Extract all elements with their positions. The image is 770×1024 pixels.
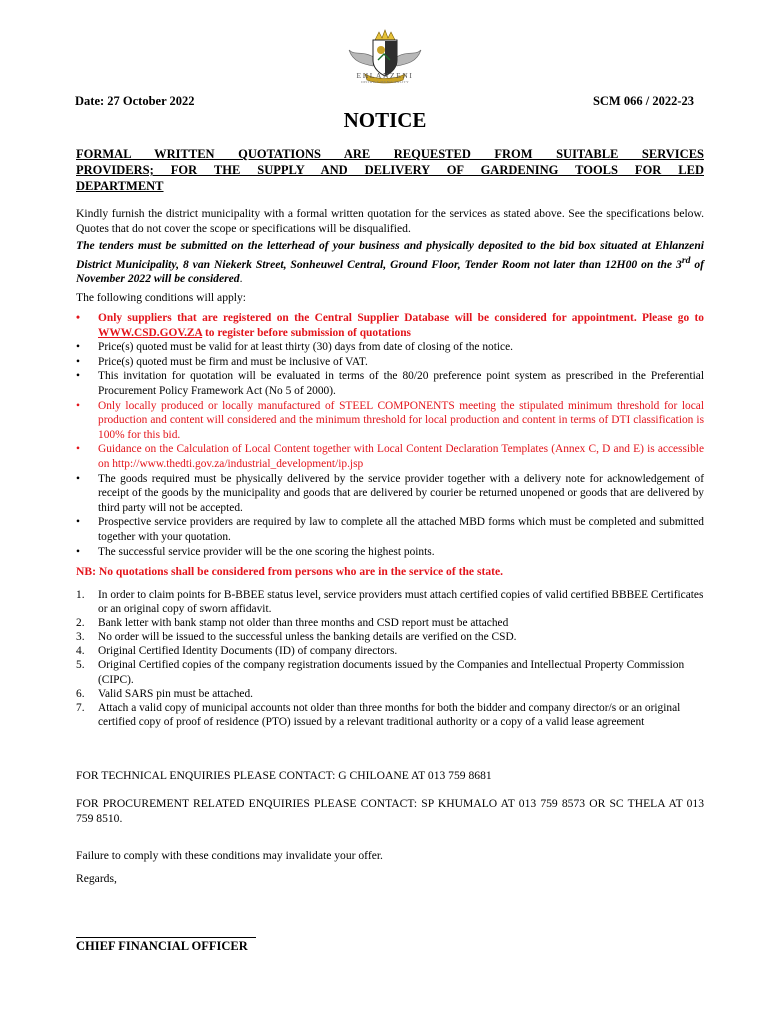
crest-org-subtitle: DISTRICT MUNICIPALITY (361, 80, 409, 84)
requirements-list (76, 588, 704, 729)
requirement-text: Bank letter with bank stamp not older than three months and CSD report must be attached (98, 617, 509, 630)
reference-number: SCM 066 / 2022-23 (592, 94, 694, 108)
procurement-contact: FOR PROCUREMENT RELATED ENQUIRIES PLEASE CONTACT: SP KHUMALO AT 013 759 8573 OR SC THELA AT 013 759 8510. (76, 797, 704, 825)
condition-text: Only locally produced or locally manufactured of STEEL COMPONENTS meeting the stipulated minimum threshold for local production and content will considered and the minimum threshold for local production and content in terms of DTI classification is 100% for this bid. (98, 399, 704, 441)
item-number: 1. (76, 589, 85, 601)
crest-org-name: EHLANZENI (356, 71, 414, 80)
list-item (76, 687, 704, 701)
signature-line (76, 937, 256, 938)
requirement-text: Attach a valid copy of municipal accounts not older than three months for both the bidder and company director/s or an original certified copy of proof of residence (PTO) issued by a relevant traditional authority or a copy of a valid lease agreement (98, 701, 681, 728)
list-item (76, 644, 704, 658)
bullet-icon: • (76, 355, 80, 368)
requirement-text: Original Certified copies of the company registration documents issued by the Companies and Intellectual Property Commission (CIPC). (98, 659, 685, 686)
nb-notice: NB: No quotations shall be considered from persons who are in the service of the state. (76, 565, 504, 578)
bullet-icon: • (76, 516, 80, 529)
list-item (76, 355, 704, 370)
list-item (76, 472, 704, 516)
list-item (76, 701, 704, 729)
requirement-text: No order will be issued to the successful unless the banking details are verified on the CSD. (98, 631, 517, 644)
regards: Regards, (76, 872, 117, 885)
requirement-text: In order to claim points for B-BBEE status level, service providers must attach certified copies of valid certified BBBEE Certificates or an original copy of sworn affidavit. (98, 589, 704, 616)
list-item (76, 340, 704, 355)
item-number: 3. (76, 631, 85, 644)
list-item (76, 616, 704, 630)
list-item (76, 545, 704, 560)
bullet-icon: • (76, 399, 80, 412)
bullet-icon: • (76, 312, 80, 324)
submission-text: The tenders must be submitted on the letterhead of your business and physically deposited to the bid box situated at Ehlanzeni District Municipality, 8 van Niekerk Street, Sonheuwel Central, Ground Floor, Tender Room not later than 12H00 on the 3 (76, 239, 704, 271)
list-item (76, 369, 704, 398)
technical-contact: FOR TECHNICAL ENQUIRIES PLEASE CONTACT: G CHILOANE AT 013 759 8681 (76, 769, 492, 782)
compliance-warning: Failure to comply with these conditions may invalidate your offer. (76, 849, 383, 862)
list-item (76, 442, 704, 471)
condition-text: Prospective service providers are required by law to complete all the attached MBD forms which must be completed and submitted together with your quotation. (98, 516, 704, 543)
submission-text-end: of November 2022 will be considered (76, 257, 704, 285)
condition-text: Price(s) quoted must be firm and must be inclusive of VAT. (98, 355, 368, 368)
conditions-list (76, 311, 704, 559)
notice-date: Date: 27 October 2022 (75, 94, 195, 108)
list-item (76, 630, 704, 644)
conditions-intro: The following conditions will apply: (76, 291, 247, 304)
bullet-icon: • (76, 443, 80, 456)
list-item (76, 515, 704, 544)
condition-text: Only suppliers that are registered on the Central Supplier Database will be considered for appointment. Please go to (98, 312, 704, 324)
page-title: NOTICE (343, 108, 427, 132)
bullet-icon: • (76, 341, 80, 354)
csd-link[interactable]: WWW.CSD.GOV.ZA (98, 326, 203, 339)
condition-text: The successful service provider will be the one scoring the highest points. (98, 545, 435, 558)
condition-text: Price(s) quoted must be valid for at least thirty (30) days from date of closing of the notice. (98, 341, 514, 354)
subject-line: DEPARTMENT (76, 179, 164, 193)
condition-text: to register before submission of quotations (202, 326, 411, 339)
subject-line: PROVIDERS; FOR THE SUPPLY AND DELIVERY OF GARDENING TOOLS FOR LED (76, 163, 704, 177)
subject-line: FORMAL WRITTEN QUOTATIONS ARE REQUESTED FROM SUITABLE SERVICES (76, 147, 704, 161)
item-number: 2. (76, 617, 85, 630)
condition-text: Guidance on the Calculation of Local Content together with Local Content Declaration Templates (Annex C, D and E) is accessible on http://www.thedti.gov.za/industrial_development/ip.jsp (98, 443, 704, 470)
submission-superscript: rd (681, 254, 691, 266)
requirement-text: Original Certified Identity Documents (ID) of company directors. (98, 645, 398, 658)
item-number: 7. (76, 701, 85, 714)
item-number: 6. (76, 687, 85, 700)
condition-text: This invitation for quotation will be evaluated in terms of the 80/20 preference point system as prescribed in the Preferential Procurement Policy Framework Act (No 5 of 2000). (98, 370, 704, 397)
bullet-icon: • (76, 545, 80, 558)
requirement-text: Valid SARS pin must be attached. (98, 687, 254, 700)
intro-paragraph: Kindly furnish the district municipality with a formal written quotation for the services as stated above. See the specifications below. Quotes that do not cover the scope or specifications will be disqualified. (76, 207, 704, 235)
item-number: 5. (76, 659, 85, 672)
signatory-title: CHIEF FINANCIAL OFFICER (76, 939, 248, 953)
item-number: 4. (76, 645, 85, 658)
list-item (76, 658, 704, 686)
list-item (76, 311, 704, 340)
submission-period: . (239, 271, 243, 285)
submission-instructions (76, 239, 704, 286)
notice-subject (76, 146, 704, 194)
condition-text: The goods required must be physically delivered by the service provider together with a delivery note for acknowledgement of receipt of the goods by the municipality and goods that are delivered by courier be returned unopened or goods that are delivered by third party will not be accepted. (98, 472, 704, 514)
bullet-icon: • (76, 472, 80, 485)
list-item (76, 399, 704, 443)
list-item (76, 588, 704, 616)
bullet-icon: • (76, 370, 80, 383)
